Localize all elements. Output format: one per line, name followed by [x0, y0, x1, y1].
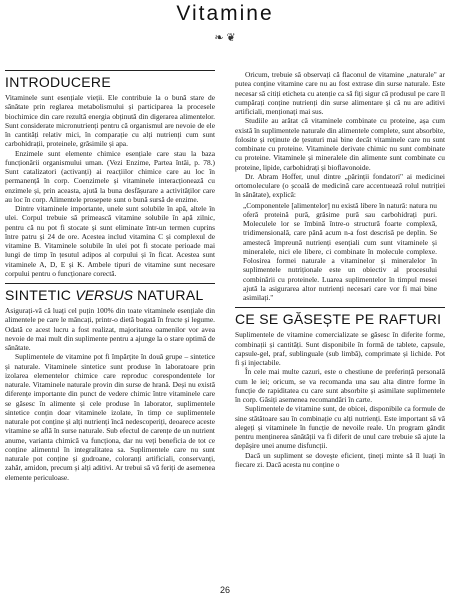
- body-paragraph: Studiile au arătat că vitaminele combinate cu proteine, așa cum există în suplimentele naturale din alimentele complete, sunt absorbite, folosite și reținute de țesuturi mai bine decât vitaminele care nu sunt combinate cu proteine. Vitaminele derivate chimic nu sunt combinate cu proteine. Vitaminele și mineralele din alimente sunt combinate cu proteine, lipide, carbohidrați și bioflavonoide.: [235, 116, 445, 172]
- intro-paragraph: Vitaminele sunt esențiale vieții. Ele contribuie la o bună stare de sănătate prin reglarea metabolismului și participarea la procesele biochimice din care rezultă energia obținută din digerarea alimentelor. Sunt considerate micronutrienți pentru că organismul are nevoie de ele în cantități relativ mici, în comparație cu alți nutrienți cum sunt carbohidrații, proteinele, grăsimile și apa.: [5, 93, 215, 149]
- shelves-paragraph: Suplimentele de vitamine sunt, de obicei, disponibile ca formule de sine stătătoare sau în combinație cu alți nutrienți. Este important să vă alegeți și vitaminele în funcție de nevoile reale. Un program gândit pentru menținerea sănătății va fi diferit de unul care trebuie să ajute la depășire unei anume disfuncții.: [235, 404, 445, 451]
- section-rule: [5, 70, 215, 71]
- ornament-icon: ❧ ❦: [214, 32, 236, 44]
- page-title: Vitamine: [176, 2, 274, 25]
- body-paragraph: Oricum, trebuie să observați că flaconul de vitamine „naturale" ar putea conține vitamine care nu au fost extrase din surse naturale. Este necesar să citiți eticheta cu atenție ca să fiți sigur că produsul pe care îl cumpărați conține nutrienți din surse alimentare și că nu are aditivi artificiali, menționați mai sus.: [235, 70, 445, 116]
- left-column: [5, 70, 215, 482]
- body-paragraph: Dr. Abram Hoffer, unul dintre „părinții fondatori" ai medicinei ortomoleculare (o școală de medicină care accentuează rolul nutriției în sănătate), explică:: [235, 171, 445, 200]
- right-column: [235, 70, 445, 469]
- intro-paragraph: Enzimele sunt elemente chimice esențiale care stau la baza funcționării organismului uman. (Vezi Enzime, Partea întâi, p. 78.) Sunt catalizatori (activanți) ai reacțiilor chimice care au loc în permanență în corp. Coenzimele și vitaminele interacționează cu enzimele și, prin aceasta, ajută la buna desfășurare a activităților care au loc în corp. Alimentele prosepete sunt o bună sursă de enzime.: [5, 148, 215, 204]
- intro-heading: INTRODUCERE: [5, 74, 111, 90]
- hoffer-quote: „Componentele [alimentelor] nu există libere în natură: natura nu oferă proteină pură, grăsime pură sau carbohidrați puri. Moleculele lor se îmbină între-o structură foarte complexă, tridimensională, care până acum n-a fost descrisă pe deplin. Se amestecă împreună nutrienți esențiali cum sunt vitaminele și mineralele, nici ele libere, ci combinate în molecule complexe. Folosirea formei naturale a vitaminelor și mineralelor în suplimentele nutriționale este un obiectiv al procesului combinării cu proteinele. Luarea suplimentelor în timpul mesei ajută la asigurarea altor nutrienți necesari care vor fi mai bine asimilați.": [243, 200, 437, 302]
- shelves-paragraph: Suplimentele de vitamine comercializate se găsesc în diferite forme, combinații și cantități. Sunt disponibile în formă de tablete, capsule, capsule-gel, praf, sublinguale (sub limbă), comprimate și lichide. Pot fi și injectabile.: [235, 330, 445, 367]
- synthetic-paragraph: Suplimentele de vitamine pot fi împărțite în două grupe – sintetice și naturale. Vitaminele sintetice sunt produse în laboratoare prin izolarea elementelor chimice care reproduc corespondentele lor naturale. Vitaminele naturale provin din surse de hrană. Deși nu există diferențe importante din punct de vedere chimic între vitaminele care se găsesc în alimente și cele produse în laborator, suplimentele sintetice conțin doar vitaminele izolate, în timp ce suplimentele naturale pot conține și alți nutrienți încă nedescoperiți, deoarece aceste vitamine se află în surse naturale. Sub efectul de carențe de un nutrient anume, varianta chimică va funcționa, dar nu veți beneficia de tot ce conține alimentul în integralitatea sa. Suplimentele care nu sunt naturale pot conține și gudroane, coloranți artificiali, conservanți, zahăr, amidon, precum și alți aditivi. Ar trebui să vă feriți de asemenea elemente periculoase.: [5, 352, 215, 482]
- shelves-paragraph: În cele mai multe cazuri, este o chestiune de preferință personală cum le iei; oricum, se va recomanda una sau alta dintre forme în funcție de rapiditatea cu care sunt absorbite și asimilate suplimentele în corp. Găsiți asemenea recomandări în carte.: [235, 367, 445, 404]
- page-number: 26: [219, 585, 230, 595]
- intro-paragraph: Dintre vitaminele importante, unele sunt solubile în apă, altele în ulei. Corpul trebuie să primească vitamine solubile în apă zilnic, pentru că nu pot fi stocate și sunt eliminate într-un termen cuprins între patru și 24 de ore. Acestea includ vitamina C și complexul de vitamine B. Vitaminele solubile în ulei pot fi stocate perioade mai lungi de timp în țesutul adipos al corpului și în ficat. Acestea sunt vitaminele A, D, E și K. Ambele tipuri de vitamine sunt necesare corpului pentru o funcționare corectă.: [5, 204, 215, 278]
- shelves-heading: CE SE GĂSEȘTE PE RAFTURI: [235, 311, 442, 328]
- synthetic-heading: SINTETIC VERSUS NATURAL: [5, 287, 204, 303]
- synthetic-paragraph: Asigurați-vă că luați cel puțin 100% din toate vitaminele esențiale din alimentele pe care le mâncați, printr-o dietă bogată în fructe și legume. Odată ce acest lucru a fost realizat, majoritatea oamenilor vor avea nevoie de mai mult din suplimente pentru a ajunge la o stare optimă de sănătate.: [5, 306, 215, 352]
- section-rule: [5, 283, 215, 284]
- section-rule: [235, 307, 445, 308]
- shelves-paragraph: Dacă un supliment se dovește eficient, țineți minte să îl luați în fiecare zi. Dacă acesta nu conține o: [235, 450, 445, 469]
